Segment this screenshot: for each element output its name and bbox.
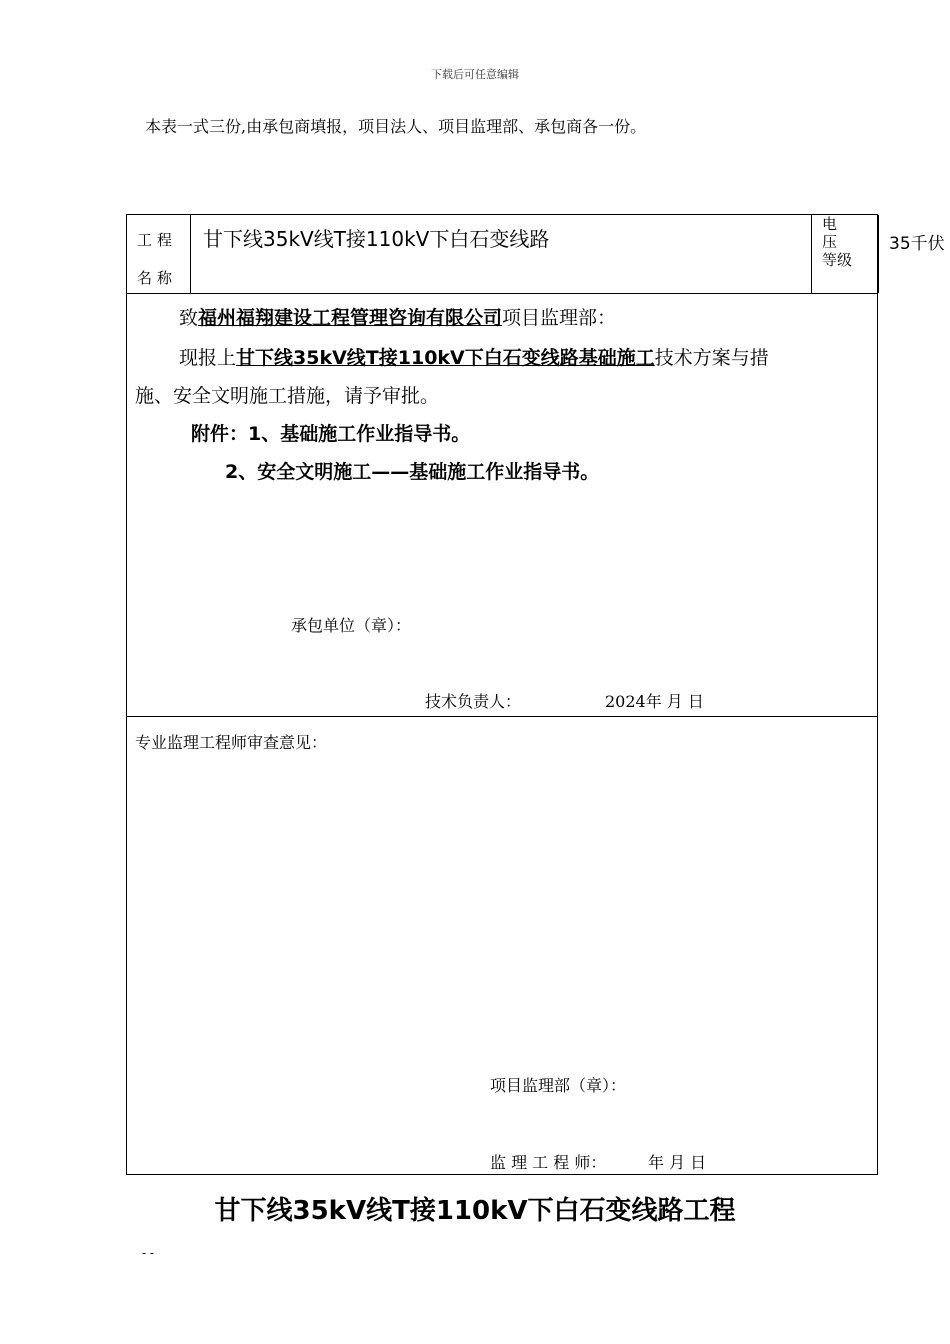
voltage-value: 35千伏 [889, 234, 945, 254]
project-name-cell [191, 215, 812, 293]
project-label-cell [127, 215, 191, 293]
report-line [179, 343, 769, 370]
submission-date: 2024年 月 日 [605, 692, 704, 711]
voltage-label [822, 215, 872, 269]
addressee-suffix: 项目监理部： [502, 307, 617, 329]
attachment-1: 附件：1、基础施工作业指导书。 [191, 423, 471, 445]
voltage-label-cell [812, 215, 879, 293]
attachment-2: 2、安全文明施工——基础施工作业指导书。 [225, 461, 600, 483]
project-name: 甘下线35kV线T接110kV下白石变线路 [203, 227, 550, 251]
project-info-row [127, 215, 945, 294]
intro-text: 本表一式三份,由承包商填报，项目法人、项目监理部、承包商各一份。 [145, 117, 647, 136]
addressee-company: 福州福翔建设工程管理咨询有限公司 [198, 307, 503, 329]
submission-section [127, 293, 877, 717]
voltage-label-line1: 电 压 [822, 215, 850, 251]
contractor-seal: 承包单位（章）： [291, 616, 412, 635]
addressee-line [179, 303, 616, 330]
footer-mark: - - [142, 1246, 154, 1260]
review-section [127, 716, 877, 1175]
tech-lead-label: 技术负责人： [425, 692, 522, 711]
project-label: 工程名称 [137, 231, 178, 287]
addressee-prefix: 致 [179, 307, 199, 329]
supervising-engineer-label: 监 理 工 程 师： [490, 1153, 607, 1172]
report-subject: 甘下线35kV线T接110kV下白石变线路基础施工 [236, 347, 655, 369]
footer-title: 甘下线35kV线T接110kV下白石变线路工程 [214, 1196, 736, 1226]
voltage-label-line2: 等级 [822, 251, 853, 269]
voltage-value-cell [879, 215, 950, 293]
report-line-2: 施、安全文明施工措施，请予审批。 [135, 385, 440, 407]
header-note: 下载后可任意编辑 [431, 68, 519, 81]
report-suffix: 技术方案与措 [654, 347, 769, 369]
review-date: 年 月 日 [648, 1153, 707, 1172]
approval-form-table [126, 214, 945, 1175]
review-opinion-label: 专业监理工程师审查意见： [135, 733, 328, 752]
report-prefix: 现报上 [179, 347, 237, 369]
supervision-dept-seal: 项目监理部（章）： [490, 1076, 627, 1095]
